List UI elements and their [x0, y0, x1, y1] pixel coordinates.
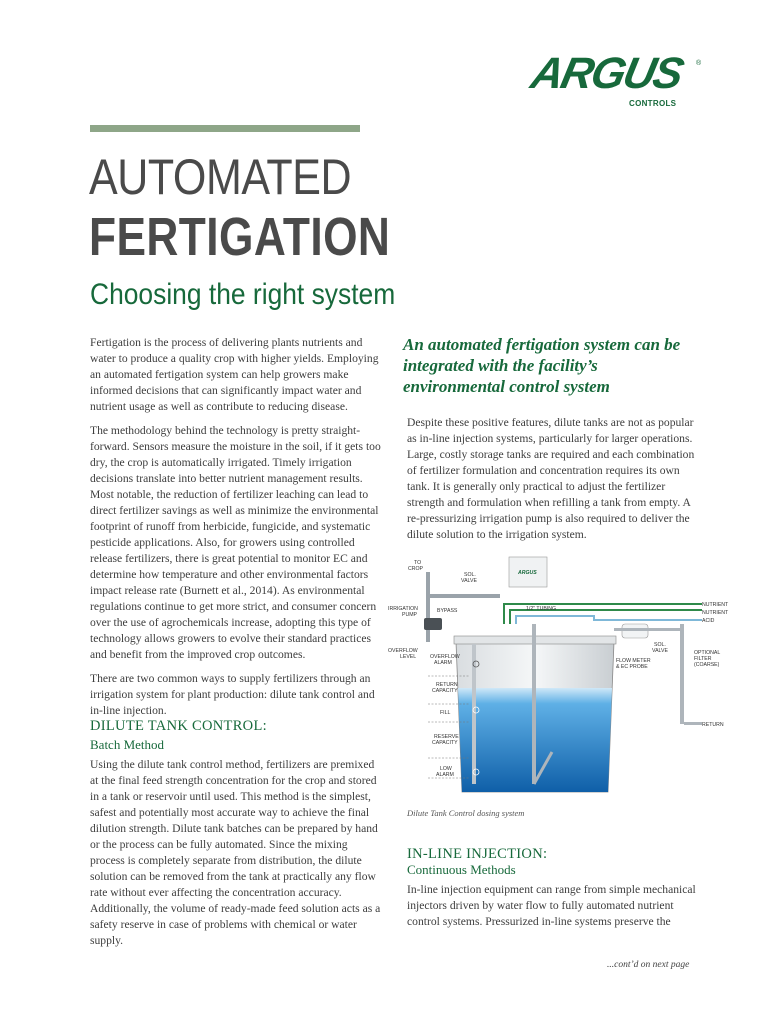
label-reserve-capacity-1: RESERVE — [434, 734, 459, 740]
two-ways-paragraph: There are two common ways to supply fertilizers through an irrigation system for plant production: dilute tank control and in-line injection. — [90, 672, 375, 717]
label-bypass: BYPASS — [437, 608, 458, 614]
brand-subtitle: CONTROLS — [629, 99, 677, 108]
dilute-tank-body — [90, 757, 384, 957]
label-irrigation-pump-1: IRRIGATION — [388, 606, 418, 612]
page-title-line2: FERTIGATION — [89, 207, 391, 267]
label-flow-meter-1: FLOW METER — [616, 658, 651, 664]
batch-method-subheading: Batch Method — [90, 737, 165, 752]
label-irrigation-pump-2: PUMP — [402, 612, 417, 618]
brand-registered-mark: ® — [696, 60, 702, 67]
label-filter-3: (COARSE) — [694, 662, 720, 668]
label-acid: ACID — [702, 618, 715, 624]
intro-paragraph: Fertigation is the process of delivering plants nutrients and water to produce a quality crop with higher yields. Employing an automated fertigation system can help growers make informed decisions that can significantly impact water and nutrient usage as well as contribute to reducing disease. — [90, 336, 379, 413]
acid-line — [516, 616, 702, 624]
inline-injection-heading: IN-LINE INJECTION: — [407, 846, 548, 862]
label-return-capacity-1: RETURN — [436, 682, 458, 688]
label-reserve-capacity-2: CAPACITY — [432, 740, 458, 746]
dilute-tank-heading: DILUTE TANK CONTROL: — [90, 718, 267, 734]
return-pipe — [680, 624, 684, 724]
page-title-line1: AUTOMATED — [89, 149, 352, 205]
right-column-body — [407, 415, 701, 551]
label-low-alarm-1: LOW — [440, 766, 452, 772]
continued-note: ...cont’d on next page — [607, 960, 690, 970]
dilute-tank-diagram — [384, 552, 730, 802]
header-rule — [90, 125, 360, 132]
dilute-tank-paragraph: Using the dilute tank control method, fertilizers are premixed at the final feed strength concentration for the crop and stored in a tank or reservoir until used. This method is the simplest, safest and potentially most accurate way to achieve the final dilution strength. Dilute tank batches can be prepared by hand or the process can be fully automated. Since the mixing process is completely separate from distribution, the dilute solution can be removed from the tank at practically any flow rate without ever affecting the concentration accuracy. Additionally, the volume of ready-made feed solution acts as a safety reserve in case of problems with chemical or water supply. — [90, 758, 381, 947]
diagram-caption: Dilute Tank Control dosing system — [407, 808, 525, 818]
label-overflow-alarm-1: OVERFLOW — [430, 654, 460, 660]
brand-logo: ARGUS — [526, 49, 687, 98]
label-low-alarm-2: ALARM — [436, 772, 454, 778]
inline-injection-body — [407, 882, 701, 938]
inline-injection-paragraph: In-line injection equipment can range from simple mechanical injectors driven by water flow to fully automated nutrient control systems. Pressurized in-line systems preserve the — [407, 883, 696, 928]
label-overflow-alarm-2: ALARM — [434, 660, 452, 666]
pump — [424, 618, 442, 630]
label-sol-valve-1: SOL. — [464, 572, 476, 578]
pull-quote: An automated fertigation system can be integrated with the facility’s environmental control system — [403, 335, 681, 396]
label-fill: FILL — [440, 710, 451, 716]
label-nutrient-1: NUTRIENT — [702, 602, 729, 608]
methodology-paragraph: The methodology behind the technology is pretty straight-forward. Sensors measure the moisture in the soil, if it gets too dry, the crop is automatically irrigated. Timely irrigation decisions translate into better nutrient management results. Most notable, the reduction of fertilizer leaching can lead to direct fertilizer savings as well as minimize the environmental footprint of runoff from herbicide, fungicide, and systematic pesticide applications. Also, for growers using controlled release fertilizers, there is great potential to monitor EC and determine how temperature and other environmental factors impact release rate (Burnett et al., 2014). As environmental regulations continue to get more strict, and consumer concern over the use of agrochemicals increase, adopting this type of technology allows growers to evolve their standard practices and benefit from the improved crop outcomes. — [90, 424, 381, 661]
label-sol-valve2-1: SOL. — [654, 642, 666, 648]
label-overflow-level-1: OVERFLOW — [388, 648, 418, 654]
dilute-drawbacks-paragraph: Despite these positive features, dilute tanks are not as popular as in-line injection systems, particularly for larger operations. Large, costly storage tanks are required and each combination of fertilizer formulation and concentration requires its own tank. It is generally only practical to adjust the fertilizer strength and formulation when refilling a tank from empty. A re-pressurizing irrigation pump is also required to deliver the dilute solution to the irrigation system. — [407, 416, 695, 541]
label-sol-valve-2: VALVE — [461, 578, 477, 584]
label-to-crop-2: CROP — [408, 566, 423, 572]
suction-pipe — [532, 624, 536, 784]
label-filter-2: FILTER — [694, 656, 712, 662]
label-return-capacity-2: CAPACITY — [432, 688, 458, 694]
label-nutrient-2: NUTRIENT — [702, 610, 729, 616]
left-column — [90, 335, 384, 727]
label-return: RETURN — [702, 722, 724, 728]
supply-pipe — [426, 572, 430, 642]
continuous-methods-subheading: Continuous Methods — [407, 862, 516, 877]
label-overflow-level-2: LEVEL — [400, 654, 417, 660]
controller-label: ARGUS — [518, 570, 537, 576]
label-to-crop-1: TO — [414, 560, 422, 566]
label-sol-valve2-2: VALVE — [652, 648, 668, 654]
page-subtitle: Choosing the right system — [90, 278, 396, 311]
bypass-pipe — [430, 594, 500, 598]
label-flow-meter-2: & EC PROBE — [616, 664, 648, 670]
label-filter-1: OPTIONAL — [694, 650, 721, 656]
level-sensor-tube — [472, 644, 476, 784]
label-tubing: 1/2" TUBING — [526, 606, 556, 612]
